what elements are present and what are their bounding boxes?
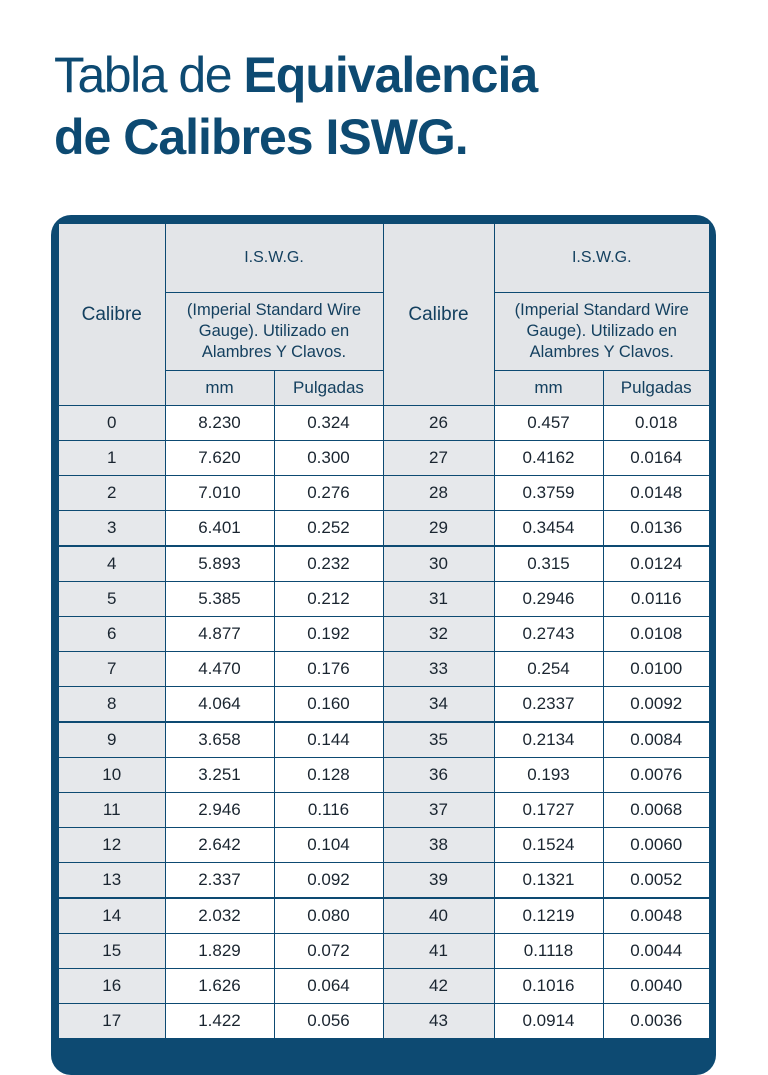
- header-isws-right: I.S.W.G.: [494, 224, 709, 293]
- mm-cell: 0.254: [494, 652, 603, 687]
- mm-cell: 0.1118: [494, 934, 603, 969]
- calibre-cell: 40: [383, 898, 494, 934]
- mm-cell: 4.064: [165, 687, 274, 723]
- pulgadas-cell: 0.0044: [603, 934, 709, 969]
- header-pulgadas-right: Pulgadas: [603, 371, 709, 406]
- calibre-cell: 39: [383, 863, 494, 899]
- pulgadas-cell: 0.0076: [603, 758, 709, 793]
- mm-cell: 0.315: [494, 546, 603, 582]
- calibre-cell: 34: [383, 687, 494, 723]
- table-row: [59, 934, 709, 969]
- table-row: [59, 582, 709, 617]
- pulgadas-cell: 0.192: [274, 617, 383, 652]
- table-row: [59, 652, 709, 687]
- calibre-cell: 32: [383, 617, 494, 652]
- mm-cell: 0.4162: [494, 441, 603, 476]
- table-row: [59, 722, 709, 758]
- calibre-cell: 3: [59, 511, 165, 547]
- calibre-cell: 26: [383, 406, 494, 441]
- mm-cell: 5.385: [165, 582, 274, 617]
- table-row: [59, 793, 709, 828]
- table-row: [59, 546, 709, 582]
- pulgadas-cell: 0.056: [274, 1004, 383, 1039]
- table-row: [59, 758, 709, 793]
- calibre-cell: 42: [383, 969, 494, 1004]
- pulgadas-cell: 0.0036: [603, 1004, 709, 1039]
- pulgadas-cell: 0.0048: [603, 898, 709, 934]
- calibre-cell: 12: [59, 828, 165, 863]
- calibre-cell: 5: [59, 582, 165, 617]
- pulgadas-cell: 0.064: [274, 969, 383, 1004]
- pulgadas-cell: 0.0124: [603, 546, 709, 582]
- header-mm-right: mm: [494, 371, 603, 406]
- mm-cell: 2.337: [165, 863, 274, 899]
- calibre-cell: 6: [59, 617, 165, 652]
- mm-cell: 7.010: [165, 476, 274, 511]
- pulgadas-cell: 0.160: [274, 687, 383, 723]
- pulgadas-cell: 0.144: [274, 722, 383, 758]
- mm-cell: 1.422: [165, 1004, 274, 1039]
- mm-cell: 0.1016: [494, 969, 603, 1004]
- mm-cell: 0.2337: [494, 687, 603, 723]
- pulgadas-cell: 0.080: [274, 898, 383, 934]
- mm-cell: 0.3454: [494, 511, 603, 547]
- pulgadas-cell: 0.0040: [603, 969, 709, 1004]
- table-row: [59, 617, 709, 652]
- mm-cell: 1.626: [165, 969, 274, 1004]
- mm-cell: 0.2134: [494, 722, 603, 758]
- calibre-cell: 41: [383, 934, 494, 969]
- calibre-cell: 15: [59, 934, 165, 969]
- pulgadas-cell: 0.212: [274, 582, 383, 617]
- header-mm-left: mm: [165, 371, 274, 406]
- table-body: [59, 406, 709, 1039]
- mm-cell: 5.893: [165, 546, 274, 582]
- mm-cell: 1.829: [165, 934, 274, 969]
- pulgadas-cell: 0.252: [274, 511, 383, 547]
- mm-cell: 3.251: [165, 758, 274, 793]
- title-light: Tabla de: [54, 47, 232, 103]
- calibre-cell: 33: [383, 652, 494, 687]
- pulgadas-cell: 0.0164: [603, 441, 709, 476]
- title-bold-1: Equivalencia: [243, 47, 538, 103]
- table-row: [59, 441, 709, 476]
- gauge-table: [59, 224, 709, 1039]
- mm-cell: 0.3759: [494, 476, 603, 511]
- calibre-cell: 43: [383, 1004, 494, 1039]
- header-isws-left: I.S.W.G.: [165, 224, 383, 293]
- calibre-cell: 8: [59, 687, 165, 723]
- table-row: [59, 511, 709, 547]
- mm-cell: 2.032: [165, 898, 274, 934]
- pulgadas-cell: 0.276: [274, 476, 383, 511]
- calibre-cell: 29: [383, 511, 494, 547]
- header-calibre-left: Calibre: [59, 224, 165, 406]
- pulgadas-cell: 0.0148: [603, 476, 709, 511]
- mm-cell: 0.2946: [494, 582, 603, 617]
- calibre-cell: 38: [383, 828, 494, 863]
- pulgadas-cell: 0.0052: [603, 863, 709, 899]
- calibre-cell: 31: [383, 582, 494, 617]
- pulgadas-cell: 0.0116: [603, 582, 709, 617]
- mm-cell: 0.1321: [494, 863, 603, 899]
- table-row: [59, 898, 709, 934]
- pulgadas-cell: 0.232: [274, 546, 383, 582]
- table-row: [59, 687, 709, 723]
- pulgadas-cell: 0.0136: [603, 511, 709, 547]
- title-bold-2: de Calibres ISWG.: [54, 109, 468, 165]
- calibre-cell: 27: [383, 441, 494, 476]
- table-row: [59, 476, 709, 511]
- calibre-cell: 7: [59, 652, 165, 687]
- page-title: [54, 44, 537, 168]
- calibre-cell: 0: [59, 406, 165, 441]
- mm-cell: 0.1727: [494, 793, 603, 828]
- calibre-cell: 11: [59, 793, 165, 828]
- pulgadas-cell: 0.324: [274, 406, 383, 441]
- calibre-cell: 37: [383, 793, 494, 828]
- pulgadas-cell: 0.0108: [603, 617, 709, 652]
- pulgadas-cell: 0.0100: [603, 652, 709, 687]
- header-pulgadas-left: Pulgadas: [274, 371, 383, 406]
- pulgadas-cell: 0.018: [603, 406, 709, 441]
- mm-cell: 0.1524: [494, 828, 603, 863]
- calibre-cell: 14: [59, 898, 165, 934]
- table-row: [59, 828, 709, 863]
- mm-cell: 4.877: [165, 617, 274, 652]
- calibre-cell: 2: [59, 476, 165, 511]
- calibre-cell: 36: [383, 758, 494, 793]
- pulgadas-cell: 0.0084: [603, 722, 709, 758]
- calibre-cell: 1: [59, 441, 165, 476]
- mm-cell: 7.620: [165, 441, 274, 476]
- table-row: [59, 406, 709, 441]
- mm-cell: 2.946: [165, 793, 274, 828]
- pulgadas-cell: 0.176: [274, 652, 383, 687]
- pulgadas-cell: 0.128: [274, 758, 383, 793]
- header-calibre-right: Calibre: [383, 224, 494, 406]
- pulgadas-cell: 0.0060: [603, 828, 709, 863]
- mm-cell: 0.0914: [494, 1004, 603, 1039]
- calibre-cell: 30: [383, 546, 494, 582]
- mm-cell: 3.658: [165, 722, 274, 758]
- table-row: [59, 1004, 709, 1039]
- header-description-left: (Imperial Standard Wire Gauge). Utilizado en Alambres Y Clavos.: [165, 293, 383, 371]
- pulgadas-cell: 0.0092: [603, 687, 709, 723]
- calibre-cell: 10: [59, 758, 165, 793]
- pulgadas-cell: 0.104: [274, 828, 383, 863]
- table-row: [59, 969, 709, 1004]
- mm-cell: 8.230: [165, 406, 274, 441]
- calibre-cell: 28: [383, 476, 494, 511]
- mm-cell: 4.470: [165, 652, 274, 687]
- mm-cell: 0.1219: [494, 898, 603, 934]
- pulgadas-cell: 0.0068: [603, 793, 709, 828]
- calibre-cell: 16: [59, 969, 165, 1004]
- calibre-cell: 13: [59, 863, 165, 899]
- calibre-cell: 35: [383, 722, 494, 758]
- pulgadas-cell: 0.072: [274, 934, 383, 969]
- pulgadas-cell: 0.300: [274, 441, 383, 476]
- calibre-cell: 9: [59, 722, 165, 758]
- mm-cell: 0.2743: [494, 617, 603, 652]
- pulgadas-cell: 0.116: [274, 793, 383, 828]
- header-description-right: (Imperial Standard Wire Gauge). Utilizado en Alambres Y Clavos.: [494, 293, 709, 371]
- pulgadas-cell: 0.092: [274, 863, 383, 899]
- calibre-cell: 17: [59, 1004, 165, 1039]
- calibre-cell: 4: [59, 546, 165, 582]
- table-row: [59, 863, 709, 899]
- mm-cell: 0.193: [494, 758, 603, 793]
- mm-cell: 2.642: [165, 828, 274, 863]
- mm-cell: 6.401: [165, 511, 274, 547]
- mm-cell: 0.457: [494, 406, 603, 441]
